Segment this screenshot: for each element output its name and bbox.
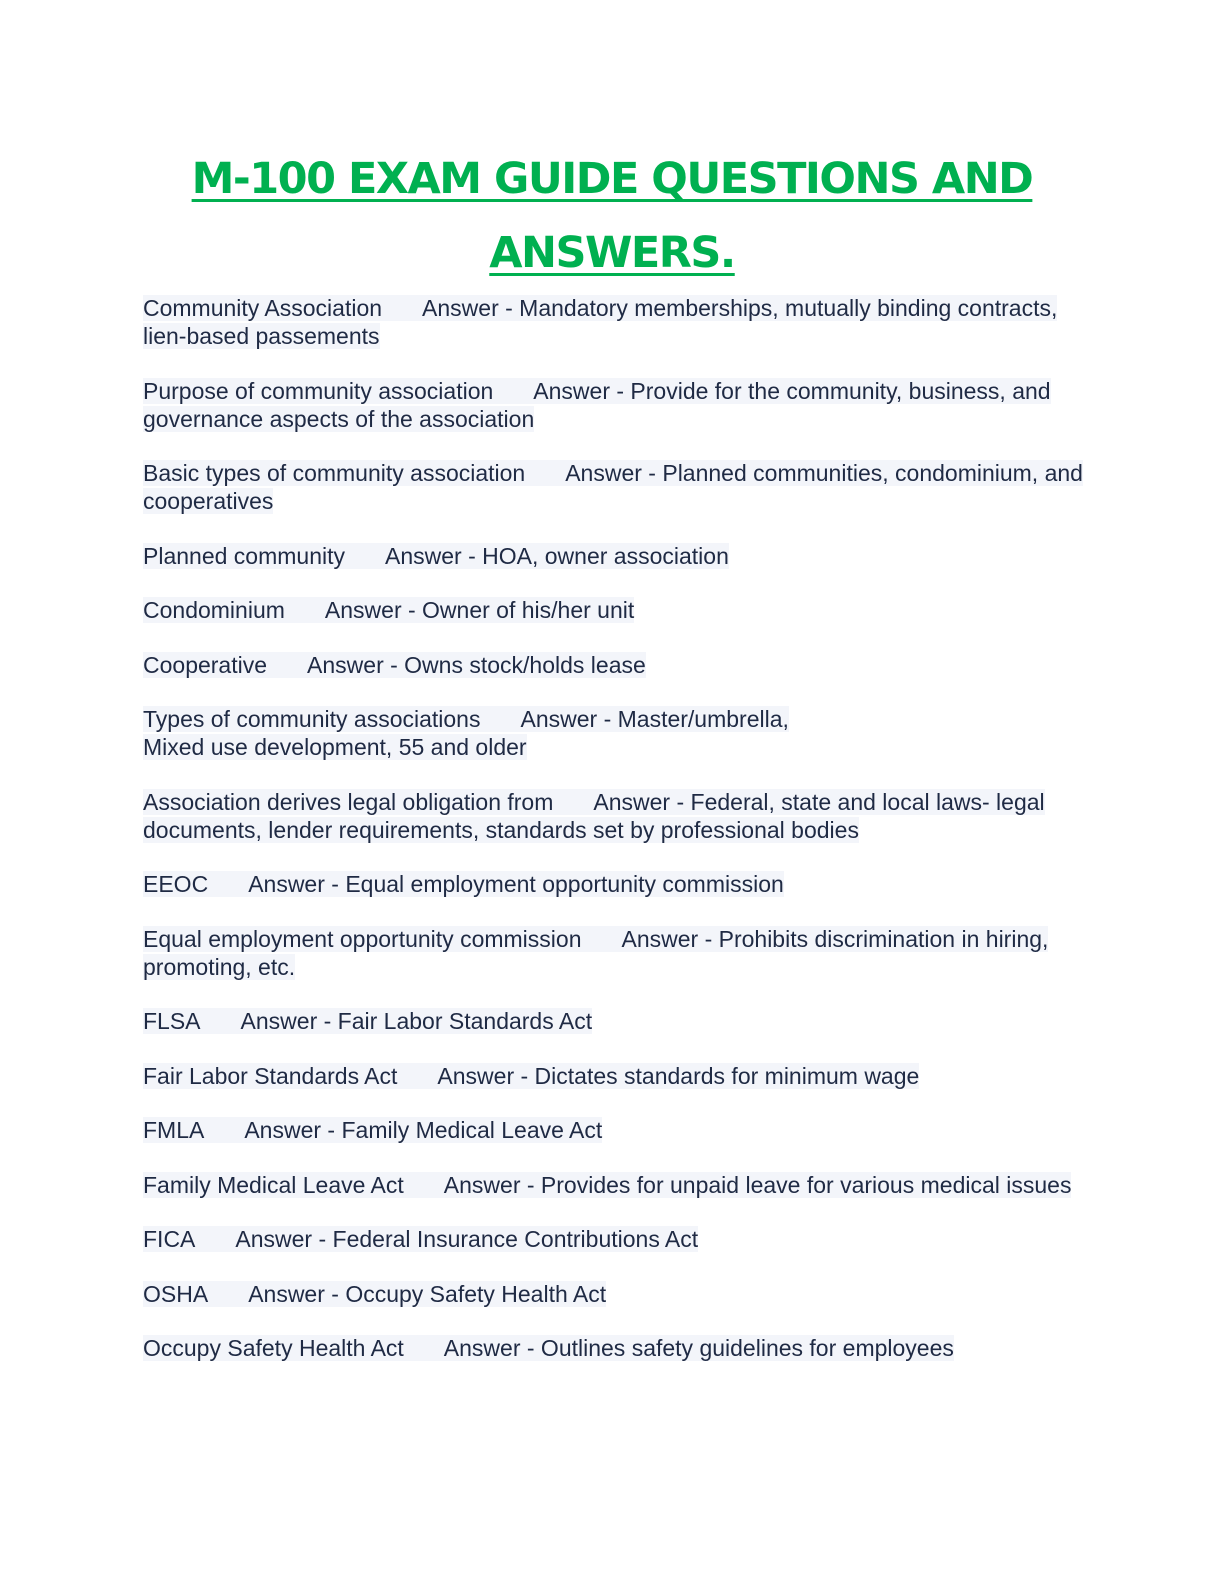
qa-item [143,925,1083,981]
qa-answer: Answer - Outlines safety guidelines for employees [443,1335,954,1361]
qa-answer: Answer - Owner of his/her unit [324,597,635,623]
qa-item [143,596,1083,624]
qa-answer: Answer - Provide for the community, business, and governance aspects of the association [143,377,1051,432]
qa-answer: Answer - HOA, owner association [385,542,729,569]
qa-question: Planned community [143,542,345,569]
qa-item [143,788,1083,844]
qa-question: Equal employment opportunity commission [143,925,582,952]
qa-list [143,294,1083,1389]
qa-answer: Answer - Planned communities, condominium, and cooperatives [143,460,1083,514]
qa-answer: Answer - Prohibits discrimination in hiring, promoting, etc. [143,925,1049,980]
qa-item [143,294,1083,350]
qa-item [143,1171,1083,1199]
qa-question: Cooperative [143,651,268,678]
qa-item [143,870,1083,898]
qa-item [143,1062,1083,1090]
qa-answer: Answer - Family Medical Leave Act [244,1117,603,1143]
qa-answer: Answer - Master/umbrella, [520,706,789,732]
qa-question: Types of community associations [143,706,481,732]
qa-answer: Answer - Provides for unpaid leave for various medical issues [443,1171,1072,1198]
qa-question: FICA [143,1226,196,1252]
qa-question: Fair Labor Standards Act [143,1062,398,1089]
qa-item [143,459,1083,515]
qa-question: Association derives legal obligation from [143,788,554,815]
qa-question: Community Association [143,295,383,321]
qa-question: EEOC [143,871,209,897]
qa-answer: Answer - Equal employment opportunity commission [248,871,784,897]
qa-question: Family Medical Leave Act [143,1171,404,1198]
qa-answer: Answer - Mandatory memberships, mutually binding contracts, lien-based passements [143,295,1058,349]
qa-item [143,1280,1083,1308]
qa-item [143,1116,1083,1144]
qa-answer: Answer - Federal, state and local laws- legal documents, lender requirements, standards set by professional bodies [143,788,1045,843]
qa-item [143,377,1083,433]
qa-answer: Answer - Fair Labor Standards Act [240,1008,593,1034]
qa-item [143,705,1083,761]
qa-item [143,1225,1083,1253]
qa-answer: Answer - Federal Insurance Contributions Act [235,1226,699,1252]
title-line-2: ANSWERS. [489,228,735,278]
qa-item [143,651,1083,679]
page-title [130,142,1094,290]
qa-question: OSHA [143,1280,209,1307]
qa-answer: Answer - Occupy Safety Health Act [248,1280,607,1307]
qa-answer: Answer - Dictates standards for minimum wage [437,1062,920,1089]
qa-item [143,1007,1083,1035]
qa-answer: Answer - Owns stock/holds lease [307,651,646,678]
qa-question: Purpose of community association [143,377,494,404]
qa-item [143,1334,1083,1362]
qa-question: Basic types of community association [143,460,526,486]
qa-question: FLSA [143,1008,201,1034]
title-line-1: M-100 EXAM GUIDE QUESTIONS AND [191,154,1033,204]
qa-question: FMLA [143,1117,205,1143]
qa-item [143,542,1083,570]
qa-question: Condominium [143,597,285,623]
qa-question: Occupy Safety Health Act [143,1335,404,1361]
qa-answer-continued: Mixed use development, 55 and older [143,734,527,760]
